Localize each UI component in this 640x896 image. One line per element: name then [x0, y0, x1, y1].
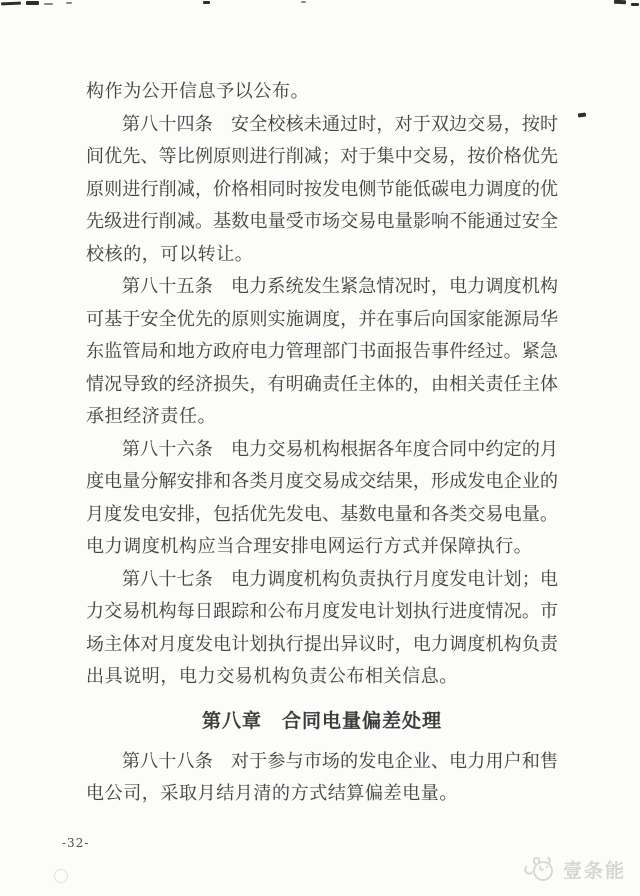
text-line: 电力调度机构应当合理安排电网运行方式并保障执行。	[86, 536, 533, 557]
text-line: 先级进行削减。基数电量受市场交易电量影响不能通过安全	[86, 211, 558, 232]
text-line: 第八十四条 安全校核未通过时，对于双边交易，按时	[122, 113, 558, 135]
scan-speckle	[614, 0, 626, 4]
text-line: 东监管局和地方政府电力管理部门书面报告事件经过。紧急	[86, 341, 558, 362]
text-line: 电公司，采取月结月清的方式结算偏差电量。	[86, 783, 458, 804]
document-body	[86, 76, 558, 811]
scan-speckle	[1, 2, 21, 6]
text-line: 度电量分解安排和各类月度交易成交结果，形成发电企业的	[86, 471, 558, 492]
text-line: 月度发电安排，包括优先发电、基数电量和各类交易电量。	[86, 503, 558, 525]
text-line: 原则进行削减，价格相同时按发电侧节能低碳电力调度的优	[86, 178, 558, 200]
text-line: 可基于安全优先的原则实施调度，并在事后向国家能源局华	[86, 308, 558, 330]
text-line: 承担经济责任。	[86, 406, 217, 427]
chapter-heading: 第八章 合同电量偏差处理	[201, 709, 442, 732]
scan-speckle	[203, 1, 210, 4]
text-line: 第八十五条 电力系统发生紧急情况时，电力调度机构	[122, 276, 558, 297]
watermark-label: 壹条能	[562, 859, 626, 882]
text-line: 构作为公开信息予以公布。	[86, 81, 310, 102]
text-line: 情况导致的经济损失，有明确责任主体的，由相关责任主体	[86, 373, 558, 395]
watermark	[522, 855, 626, 883]
scan-speckle	[301, 1, 306, 3]
scan-speckle	[66, 2, 72, 4]
text-line: 场主体对月度发电计划执行提出异议时，电力调度机构负责	[86, 633, 558, 655]
text-line: 校核的，可以转让。	[86, 243, 254, 265]
text-line: 第八十八条 对于参与市场的发电企业、电力用户和售	[122, 750, 558, 772]
scan-speckle	[631, 3, 639, 6]
text-line: 间优先、等比例原则进行削减；对于集中交易，按价格优先	[86, 146, 558, 167]
scan-smudge	[54, 869, 68, 883]
text-line: 第八十六条 电力交易机构根据各年度合同中约定的月	[122, 438, 558, 460]
watermark-mascot-icon	[522, 855, 558, 883]
scan-speckle	[44, 3, 53, 5]
scan-speckle	[26, 1, 39, 5]
text-line: 力交易机构每日跟踪和公布月度发电计划执行进度情况。市	[86, 601, 558, 622]
page-number: -32-	[62, 836, 90, 850]
text-line: 出具说明，电力交易机构负责公布相关信息。	[86, 666, 458, 687]
text-line: 第八十七条 电力调度机构负责执行月度发电计划；电	[122, 568, 558, 590]
scan-speckle	[578, 112, 586, 117]
